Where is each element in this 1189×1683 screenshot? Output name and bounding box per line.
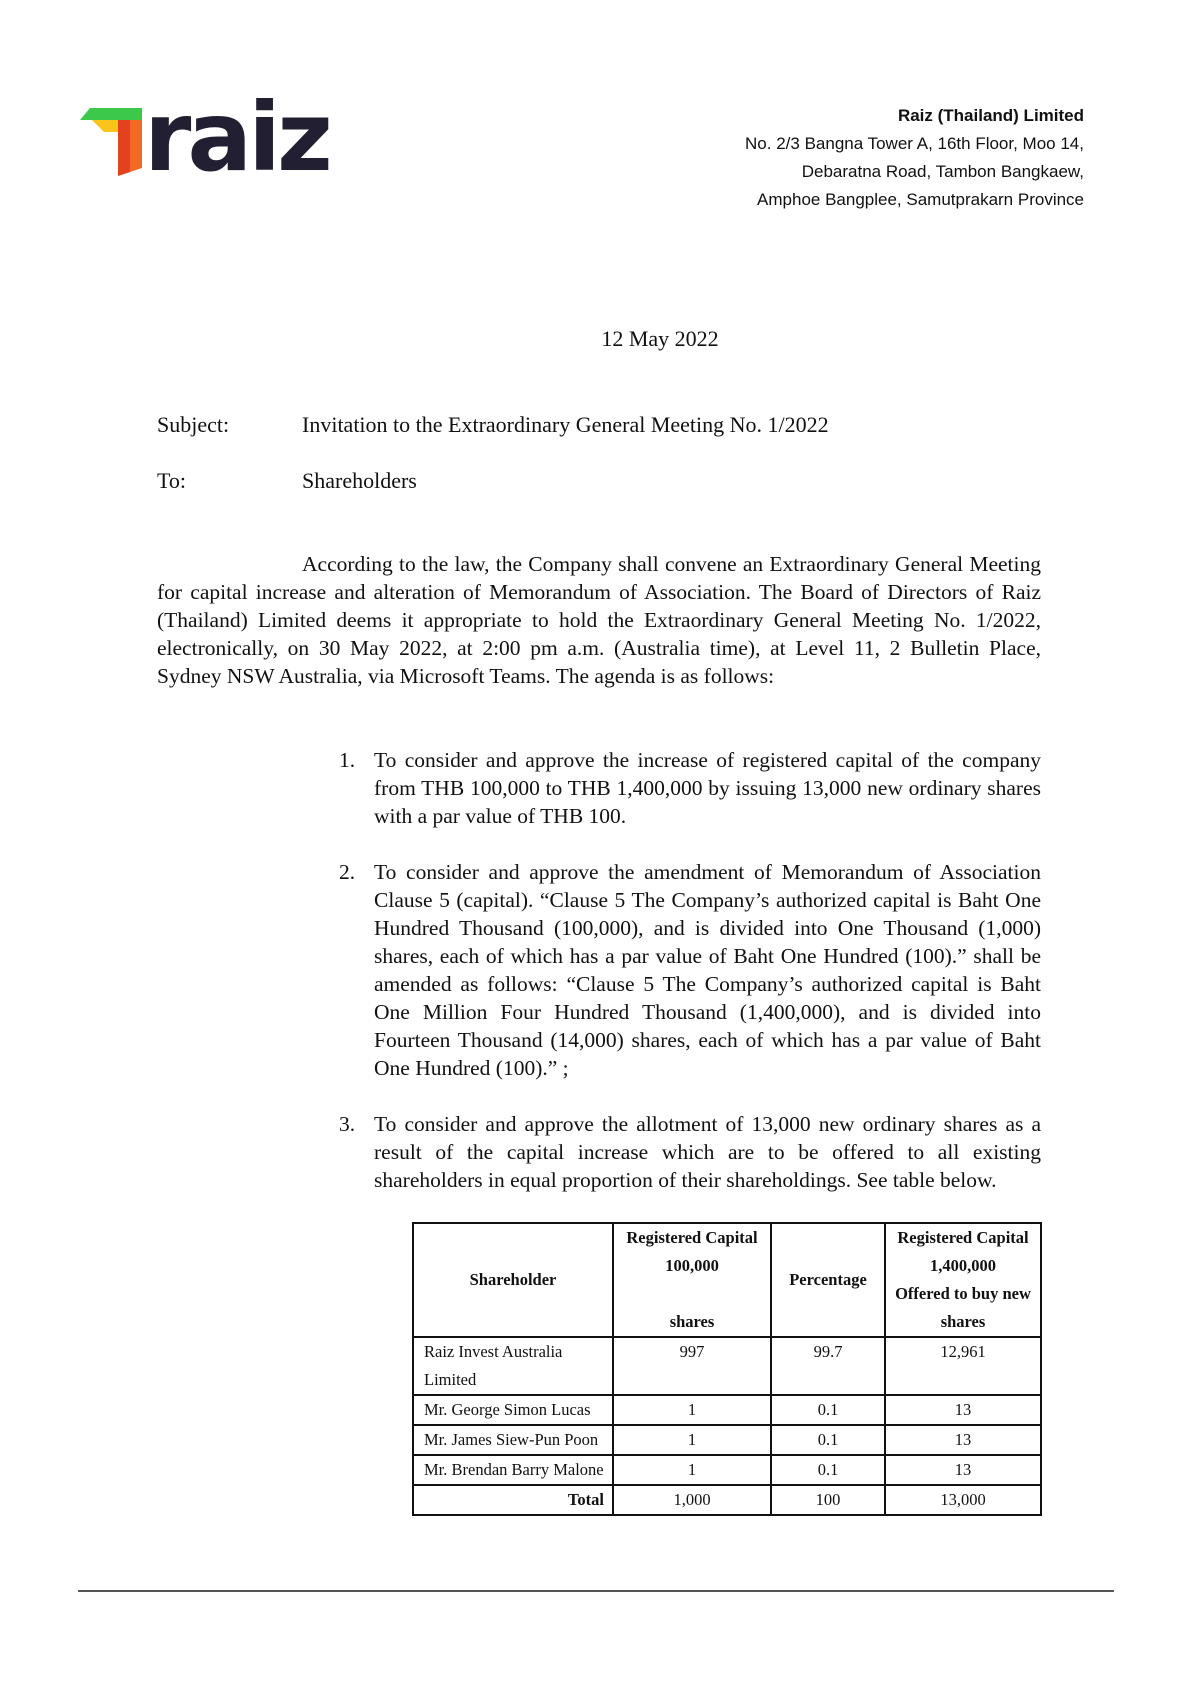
row-percentage: 0.1 (771, 1455, 885, 1485)
table-row (413, 1425, 1041, 1455)
logo-wordmark: raiz (144, 98, 329, 184)
row-shares: 1 (613, 1395, 771, 1425)
address-line: Amphoe Bangplee, Samutprakarn Province (757, 190, 1084, 209)
header-percentage: Percentage (771, 1223, 885, 1337)
subject-label: Subject: (157, 412, 230, 437)
row-shareholder-name: Mr. George Simon Lucas (413, 1395, 613, 1425)
address-line: Debaratna Road, Tambon Bangkaew, (801, 162, 1084, 181)
total-shares: 1,000 (613, 1485, 771, 1515)
row-shareholder-name: Mr. Brendan Barry Malone (413, 1455, 613, 1485)
total-label: Total (413, 1485, 613, 1515)
header-registered-capital-1-4m: Registered Capital 1,400,000 Offered to buy new shares (885, 1223, 1041, 1337)
row-offered: 13 (885, 1395, 1041, 1425)
intro-paragraph: According to the law, the Company shall convene an Extraordinary General Meeting for capital increase and alteration of Memorandum of Association. The Board of Directors of Raiz (Thailand) Limited deems it appropriate to hold the Extraordinary General Meeting No. 1/2022, electronically, on 30 May 2022, at 2:00 pm a.m. (Australia time), at Level 11, 2 Bulletin Place, Sydney NSW Australia, via Microsoft Teams. The agenda is as follows: (157, 552, 1041, 688)
row-offered: 13 (885, 1425, 1041, 1455)
table-row (413, 1395, 1041, 1425)
table-row (413, 1455, 1041, 1485)
row-shareholder-name: Raiz Invest Australia Limited (413, 1337, 613, 1395)
table-header-row (413, 1223, 1041, 1337)
total-offered: 13,000 (885, 1485, 1041, 1515)
company-name: Raiz (Thailand) Limited (897, 106, 1084, 125)
row-offered: 12,961 (885, 1337, 1041, 1395)
company-logo (80, 98, 390, 184)
address-line: No. 2/3 Bangna Tower A, 16th Floor, Moo 14, (745, 134, 1084, 153)
header-registered-capital-100k: Registered Capital 100,000 shares (613, 1223, 771, 1337)
row-shares: 1 (613, 1455, 771, 1485)
row-shares: 997 (613, 1337, 771, 1395)
header-shareholder: Shareholder (413, 1223, 613, 1337)
to-label: To: (157, 468, 187, 493)
letter-date: 12 May 2022 (601, 326, 719, 351)
row-percentage: 0.1 (771, 1425, 885, 1455)
row-offered: 13 (885, 1455, 1041, 1485)
row-shares: 1 (613, 1425, 771, 1455)
letterhead-address (664, 102, 1084, 214)
row-percentage: 99.7 (771, 1337, 885, 1395)
agenda-item-3: 3. To consider and approve the allotment of 13,000 new ordinary shares as a result of the capital increase which are to be offered to all existing shareholders in equal proportion of their shareholdings. See table below. (339, 1112, 1041, 1192)
table-row (413, 1337, 1041, 1395)
shareholder-table (412, 1222, 1042, 1516)
table-total-row (413, 1485, 1041, 1515)
footer-divider (78, 1590, 1114, 1592)
agenda-item-1: 1. To consider and approve the increase of registered capital of the company from THB 100,000 to THB 1,400,000 by issuing 13,000 new ordinary shares with a par value of THB 100. (339, 748, 1041, 828)
total-percentage: 100 (771, 1485, 885, 1515)
row-percentage: 0.1 (771, 1395, 885, 1425)
raiz-arrow-icon (80, 98, 390, 184)
to-value: Shareholders (302, 468, 417, 493)
agenda-item-2: 2. To consider and approve the amendment of Memorandum of Association Clause 5 (capital). “Clause 5 The Company’s authorized capital is Baht One Hundred Thousand (100,000), and is divided into One Thousand (1,000) shares, each of which has a par value of Baht One Hundred (100).” shall be amended as follows: “Clause 5 The Company’s authorized capital is Baht One Million Four Hundred Thousand (1,400,000), and is divided into Fourteen Thousand (14,000) shares, each of which has a par value of Baht One Hundred (100).” ; (339, 860, 1041, 1080)
subject-value: Invitation to the Extraordinary General Meeting No. 1/2022 (302, 412, 829, 437)
row-shareholder-name: Mr. James Siew-Pun Poon (413, 1425, 613, 1455)
